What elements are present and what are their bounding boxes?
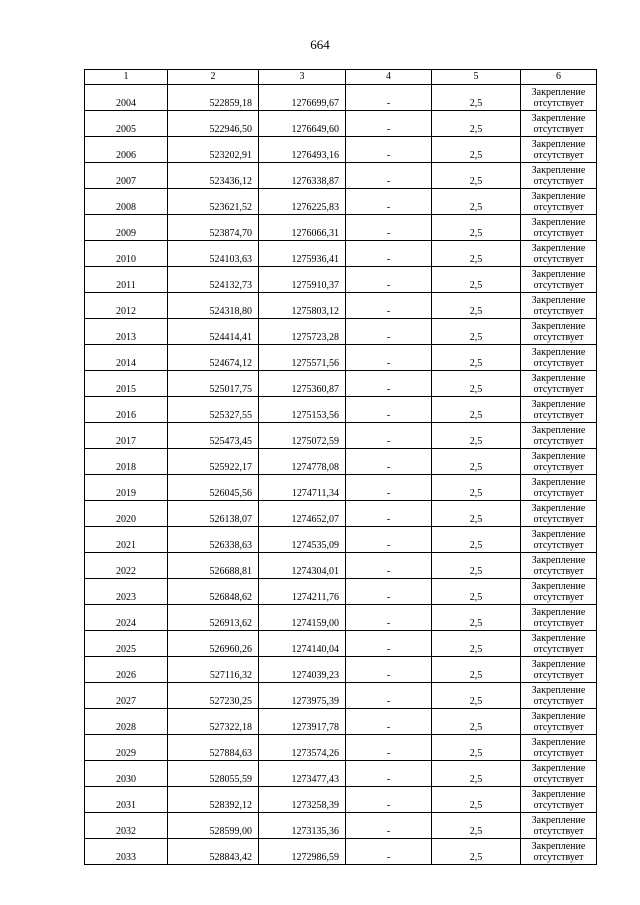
- x-coordinate-cell: 526913,62: [168, 605, 259, 631]
- table-row: [85, 137, 597, 163]
- column-5-cell: 2,5: [432, 657, 521, 683]
- table-row: [85, 371, 597, 397]
- x-coordinate-cell: 525922,17: [168, 449, 259, 475]
- column-4-cell: -: [346, 111, 432, 137]
- y-coordinate-cell: 1272986,59: [259, 839, 346, 865]
- x-coordinate-cell: 527884,63: [168, 735, 259, 761]
- column-5-cell: 2,5: [432, 553, 521, 579]
- fixing-note-line-2: отсутствует: [533, 409, 584, 421]
- fixing-note-line-2: отсутствует: [533, 513, 584, 525]
- table-row: [85, 761, 597, 787]
- column-4-cell: -: [346, 735, 432, 761]
- fixing-note-line-2: отсутствует: [533, 461, 584, 473]
- column-5-cell: 2,5: [432, 527, 521, 553]
- fixing-note-line-1: Закрепление: [531, 710, 586, 722]
- column-5-cell: 2,5: [432, 475, 521, 501]
- y-coordinate-cell: 1273135,36: [259, 813, 346, 839]
- point-cell: 2033: [85, 839, 168, 865]
- table-row: [85, 631, 597, 657]
- x-coordinate-cell: 525017,75: [168, 371, 259, 397]
- x-coordinate-cell: 524414,41: [168, 319, 259, 345]
- y-coordinate-cell: 1273975,39: [259, 683, 346, 709]
- point-cell: 2011: [85, 267, 168, 293]
- header-col-4: 4: [346, 70, 432, 85]
- fixing-note-line-2: отсутствует: [533, 643, 584, 655]
- column-4-cell: -: [346, 813, 432, 839]
- table-row: [85, 579, 597, 605]
- y-coordinate-cell: 1273917,78: [259, 709, 346, 735]
- x-coordinate-cell: 527322,18: [168, 709, 259, 735]
- column-4-cell: -: [346, 787, 432, 813]
- point-cell: 2024: [85, 605, 168, 631]
- fixing-note-line-2: отсутствует: [533, 487, 584, 499]
- table-row: [85, 293, 597, 319]
- column-4-cell: -: [346, 709, 432, 735]
- column-4-cell: -: [346, 85, 432, 111]
- fixing-note-line-2: отсутствует: [533, 721, 584, 733]
- fixing-note-cell: [521, 501, 597, 527]
- y-coordinate-cell: 1276649,60: [259, 111, 346, 137]
- x-coordinate-cell: 524318,80: [168, 293, 259, 319]
- point-cell: 2005: [85, 111, 168, 137]
- table-row: [85, 475, 597, 501]
- table-row: [85, 657, 597, 683]
- y-coordinate-cell: 1273477,43: [259, 761, 346, 787]
- column-5-cell: 2,5: [432, 241, 521, 267]
- table-row: [85, 735, 597, 761]
- table-row: [85, 709, 597, 735]
- fixing-note-line-1: Закрепление: [531, 606, 586, 618]
- y-coordinate-cell: 1275803,12: [259, 293, 346, 319]
- x-coordinate-cell: 522859,18: [168, 85, 259, 111]
- fixing-note-cell: [521, 683, 597, 709]
- fixing-note-cell: [521, 85, 597, 111]
- table-body: [85, 85, 597, 865]
- page-number: 664: [310, 37, 330, 52]
- table-row: [85, 449, 597, 475]
- fixing-note-line-2: отсутствует: [533, 825, 584, 837]
- y-coordinate-cell: 1274140,04: [259, 631, 346, 657]
- fixing-note-cell: [521, 709, 597, 735]
- fixing-note-line-1: Закрепление: [531, 138, 586, 150]
- x-coordinate-cell: 526338,63: [168, 527, 259, 553]
- fixing-note-cell: [521, 137, 597, 163]
- point-cell: 2016: [85, 397, 168, 423]
- column-4-cell: -: [346, 761, 432, 787]
- x-coordinate-cell: 528599,00: [168, 813, 259, 839]
- fixing-note-line-2: отсутствует: [533, 331, 584, 343]
- y-coordinate-cell: 1274535,09: [259, 527, 346, 553]
- table-row: [85, 397, 597, 423]
- column-5-cell: 2,5: [432, 735, 521, 761]
- x-coordinate-cell: 526688,81: [168, 553, 259, 579]
- point-cell: 2022: [85, 553, 168, 579]
- point-cell: 2032: [85, 813, 168, 839]
- fixing-note-line-2: отсутствует: [533, 201, 584, 213]
- fixing-note-cell: [521, 761, 597, 787]
- column-5-cell: 2,5: [432, 423, 521, 449]
- column-5-cell: 2,5: [432, 267, 521, 293]
- fixing-note-cell: [521, 631, 597, 657]
- column-5-cell: 2,5: [432, 449, 521, 475]
- table-row: [85, 111, 597, 137]
- fixing-note-line-2: отсутствует: [533, 539, 584, 551]
- x-coordinate-cell: 522946,50: [168, 111, 259, 137]
- column-4-cell: -: [346, 501, 432, 527]
- fixing-note-cell: [521, 111, 597, 137]
- x-coordinate-cell: 526848,62: [168, 579, 259, 605]
- column-4-cell: -: [346, 423, 432, 449]
- y-coordinate-cell: 1274652,07: [259, 501, 346, 527]
- table-row: [85, 787, 597, 813]
- table-row: [85, 189, 597, 215]
- point-cell: 2021: [85, 527, 168, 553]
- y-coordinate-cell: 1274304,01: [259, 553, 346, 579]
- x-coordinate-cell: 524132,73: [168, 267, 259, 293]
- fixing-note-line-2: отсутствует: [533, 747, 584, 759]
- column-5-cell: 2,5: [432, 579, 521, 605]
- fixing-note-cell: [521, 839, 597, 865]
- y-coordinate-cell: 1275571,56: [259, 345, 346, 371]
- fixing-note-line-1: Закрепление: [531, 476, 586, 488]
- point-cell: 2026: [85, 657, 168, 683]
- y-coordinate-cell: 1273574,26: [259, 735, 346, 761]
- y-coordinate-cell: 1275072,59: [259, 423, 346, 449]
- fixing-note-line-1: Закрепление: [531, 580, 586, 592]
- x-coordinate-cell: 524674,12: [168, 345, 259, 371]
- fixing-note-line-1: Закрепление: [531, 684, 586, 696]
- column-5-cell: 2,5: [432, 605, 521, 631]
- column-4-cell: -: [346, 371, 432, 397]
- fixing-note-cell: [521, 735, 597, 761]
- header-row: [85, 70, 597, 85]
- y-coordinate-cell: 1276225,83: [259, 189, 346, 215]
- fixing-note-cell: [521, 423, 597, 449]
- point-cell: 2012: [85, 293, 168, 319]
- column-4-cell: -: [346, 137, 432, 163]
- fixing-note-line-1: Закрепление: [531, 242, 586, 254]
- column-5-cell: 2,5: [432, 163, 521, 189]
- fixing-note-cell: [521, 241, 597, 267]
- x-coordinate-cell: 526960,26: [168, 631, 259, 657]
- point-cell: 2030: [85, 761, 168, 787]
- table-row: [85, 501, 597, 527]
- point-cell: 2009: [85, 215, 168, 241]
- fixing-note-cell: [521, 397, 597, 423]
- column-5-cell: 2,5: [432, 683, 521, 709]
- table-row: [85, 423, 597, 449]
- column-5-cell: 2,5: [432, 371, 521, 397]
- column-5-cell: 2,5: [432, 215, 521, 241]
- column-5-cell: 2,5: [432, 111, 521, 137]
- fixing-note-line-1: Закрепление: [531, 658, 586, 670]
- table-row: [85, 215, 597, 241]
- fixing-note-line-1: Закрепление: [531, 424, 586, 436]
- point-cell: 2014: [85, 345, 168, 371]
- column-4-cell: -: [346, 163, 432, 189]
- fixing-note-cell: [521, 319, 597, 345]
- table-row: [85, 319, 597, 345]
- fixing-note-line-1: Закрепление: [531, 398, 586, 410]
- fixing-note-line-1: Закрепление: [531, 528, 586, 540]
- column-5-cell: 2,5: [432, 85, 521, 111]
- y-coordinate-cell: 1275360,87: [259, 371, 346, 397]
- fixing-note-line-1: Закрепление: [531, 502, 586, 514]
- point-cell: 2013: [85, 319, 168, 345]
- column-4-cell: -: [346, 527, 432, 553]
- fixing-note-line-2: отсутствует: [533, 305, 584, 317]
- fixing-note-cell: [521, 163, 597, 189]
- column-4-cell: -: [346, 215, 432, 241]
- point-cell: 2007: [85, 163, 168, 189]
- header-col-5: 5: [432, 70, 521, 85]
- fixing-note-line-2: отсутствует: [533, 227, 584, 239]
- point-cell: 2004: [85, 85, 168, 111]
- fixing-note-line-2: отсутствует: [533, 695, 584, 707]
- column-5-cell: 2,5: [432, 189, 521, 215]
- fixing-note-line-2: отсутствует: [533, 357, 584, 369]
- fixing-note-line-1: Закрепление: [531, 788, 586, 800]
- column-4-cell: -: [346, 553, 432, 579]
- fixing-note-cell: [521, 475, 597, 501]
- column-4-cell: -: [346, 397, 432, 423]
- fixing-note-line-1: Закрепление: [531, 632, 586, 644]
- point-cell: 2029: [85, 735, 168, 761]
- column-5-cell: 2,5: [432, 709, 521, 735]
- fixing-note-line-2: отсутствует: [533, 279, 584, 291]
- table-row: [85, 553, 597, 579]
- fixing-note-line-2: отсутствует: [533, 591, 584, 603]
- fixing-note-line-1: Закрепление: [531, 268, 586, 280]
- column-4-cell: -: [346, 579, 432, 605]
- header-col-6: 6: [521, 70, 597, 85]
- column-5-cell: 2,5: [432, 345, 521, 371]
- fixing-note-line-1: Закрепление: [531, 164, 586, 176]
- header-col-2: 2: [168, 70, 259, 85]
- point-cell: 2020: [85, 501, 168, 527]
- point-cell: 2008: [85, 189, 168, 215]
- column-4-cell: -: [346, 293, 432, 319]
- fixing-note-line-1: Закрепление: [531, 736, 586, 748]
- point-cell: 2018: [85, 449, 168, 475]
- point-cell: 2019: [85, 475, 168, 501]
- x-coordinate-cell: 528843,42: [168, 839, 259, 865]
- fixing-note-line-1: Закрепление: [531, 320, 586, 332]
- column-5-cell: 2,5: [432, 631, 521, 657]
- header-col-1: 1: [85, 70, 168, 85]
- x-coordinate-cell: 523874,70: [168, 215, 259, 241]
- x-coordinate-cell: 523202,91: [168, 137, 259, 163]
- column-4-cell: -: [346, 631, 432, 657]
- column-4-cell: -: [346, 605, 432, 631]
- y-coordinate-cell: 1276493,16: [259, 137, 346, 163]
- fixing-note-line-1: Закрепление: [531, 814, 586, 826]
- fixing-note-line-1: Закрепление: [531, 762, 586, 774]
- x-coordinate-cell: 527230,25: [168, 683, 259, 709]
- y-coordinate-cell: 1274039,23: [259, 657, 346, 683]
- point-cell: 2028: [85, 709, 168, 735]
- y-coordinate-cell: 1276066,31: [259, 215, 346, 241]
- table-row: [85, 605, 597, 631]
- fixing-note-line-2: отсутствует: [533, 773, 584, 785]
- fixing-note-cell: [521, 787, 597, 813]
- fixing-note-cell: [521, 345, 597, 371]
- table-row: [85, 839, 597, 865]
- point-cell: 2017: [85, 423, 168, 449]
- y-coordinate-cell: 1276699,67: [259, 85, 346, 111]
- column-5-cell: 2,5: [432, 787, 521, 813]
- fixing-note-line-2: отсутствует: [533, 799, 584, 811]
- fixing-note-line-1: Закрепление: [531, 294, 586, 306]
- column-5-cell: 2,5: [432, 137, 521, 163]
- fixing-note-line-2: отсутствует: [533, 435, 584, 447]
- table-row: [85, 267, 597, 293]
- fixing-note-line-2: отсутствует: [533, 149, 584, 161]
- table-header: [85, 70, 597, 85]
- table-row: [85, 345, 597, 371]
- header-col-3: 3: [259, 70, 346, 85]
- y-coordinate-cell: 1273258,39: [259, 787, 346, 813]
- table-row: [85, 813, 597, 839]
- column-4-cell: -: [346, 449, 432, 475]
- point-cell: 2015: [85, 371, 168, 397]
- table-row: [85, 527, 597, 553]
- column-4-cell: -: [346, 189, 432, 215]
- y-coordinate-cell: 1274778,08: [259, 449, 346, 475]
- point-cell: 2031: [85, 787, 168, 813]
- table-row: [85, 163, 597, 189]
- point-cell: 2006: [85, 137, 168, 163]
- column-5-cell: 2,5: [432, 293, 521, 319]
- fixing-note-line-2: отсутствует: [533, 97, 584, 109]
- table-row: [85, 241, 597, 267]
- coordinates-table: [84, 69, 597, 865]
- fixing-note-cell: [521, 371, 597, 397]
- fixing-note-line-1: Закрепление: [531, 372, 586, 384]
- point-cell: 2025: [85, 631, 168, 657]
- fixing-note-line-2: отсутствует: [533, 669, 584, 681]
- point-cell: 2023: [85, 579, 168, 605]
- fixing-note-cell: [521, 449, 597, 475]
- y-coordinate-cell: 1274159,00: [259, 605, 346, 631]
- fixing-note-line-1: Закрепление: [531, 346, 586, 358]
- fixing-note-cell: [521, 553, 597, 579]
- fixing-note-line-1: Закрепление: [531, 840, 586, 852]
- fixing-note-line-2: отсутствует: [533, 123, 584, 135]
- fixing-note-cell: [521, 527, 597, 553]
- column-5-cell: 2,5: [432, 813, 521, 839]
- column-4-cell: -: [346, 683, 432, 709]
- fixing-note-cell: [521, 267, 597, 293]
- point-cell: 2010: [85, 241, 168, 267]
- y-coordinate-cell: 1274211,76: [259, 579, 346, 605]
- column-4-cell: -: [346, 319, 432, 345]
- y-coordinate-cell: 1275723,28: [259, 319, 346, 345]
- column-5-cell: 2,5: [432, 397, 521, 423]
- x-coordinate-cell: 525327,55: [168, 397, 259, 423]
- fixing-note-cell: [521, 215, 597, 241]
- fixing-note-cell: [521, 579, 597, 605]
- table-row: [85, 683, 597, 709]
- column-5-cell: 2,5: [432, 501, 521, 527]
- fixing-note-line-1: Закрепление: [531, 86, 586, 98]
- x-coordinate-cell: 524103,63: [168, 241, 259, 267]
- x-coordinate-cell: 523621,52: [168, 189, 259, 215]
- column-5-cell: 2,5: [432, 839, 521, 865]
- fixing-note-line-2: отсутствует: [533, 175, 584, 187]
- fixing-note-cell: [521, 657, 597, 683]
- fixing-note-line-1: Закрепление: [531, 450, 586, 462]
- y-coordinate-cell: 1275936,41: [259, 241, 346, 267]
- fixing-note-line-2: отсутствует: [533, 851, 584, 863]
- fixing-note-line-2: отсутствует: [533, 383, 584, 395]
- y-coordinate-cell: 1275153,56: [259, 397, 346, 423]
- fixing-note-cell: [521, 605, 597, 631]
- fixing-note-cell: [521, 813, 597, 839]
- x-coordinate-cell: 523436,12: [168, 163, 259, 189]
- fixing-note-line-1: Закрепление: [531, 554, 586, 566]
- fixing-note-line-1: Закрепление: [531, 112, 586, 124]
- column-5-cell: 2,5: [432, 319, 521, 345]
- fixing-note-cell: [521, 189, 597, 215]
- fixing-note-line-2: отсутствует: [533, 617, 584, 629]
- column-4-cell: -: [346, 345, 432, 371]
- column-4-cell: -: [346, 241, 432, 267]
- x-coordinate-cell: 526045,56: [168, 475, 259, 501]
- column-4-cell: -: [346, 267, 432, 293]
- column-5-cell: 2,5: [432, 761, 521, 787]
- table-row: [85, 85, 597, 111]
- fixing-note-line-2: отсутствует: [533, 565, 584, 577]
- y-coordinate-cell: 1275910,37: [259, 267, 346, 293]
- x-coordinate-cell: 527116,32: [168, 657, 259, 683]
- column-4-cell: -: [346, 475, 432, 501]
- y-coordinate-cell: 1274711,34: [259, 475, 346, 501]
- fixing-note-cell: [521, 293, 597, 319]
- fixing-note-line-1: Закрепление: [531, 190, 586, 202]
- x-coordinate-cell: 525473,45: [168, 423, 259, 449]
- x-coordinate-cell: 528392,12: [168, 787, 259, 813]
- column-4-cell: -: [346, 839, 432, 865]
- y-coordinate-cell: 1276338,87: [259, 163, 346, 189]
- x-coordinate-cell: 528055,59: [168, 761, 259, 787]
- column-4-cell: -: [346, 657, 432, 683]
- x-coordinate-cell: 526138,07: [168, 501, 259, 527]
- point-cell: 2027: [85, 683, 168, 709]
- fixing-note-line-1: Закрепление: [531, 216, 586, 228]
- fixing-note-line-2: отсутствует: [533, 253, 584, 265]
